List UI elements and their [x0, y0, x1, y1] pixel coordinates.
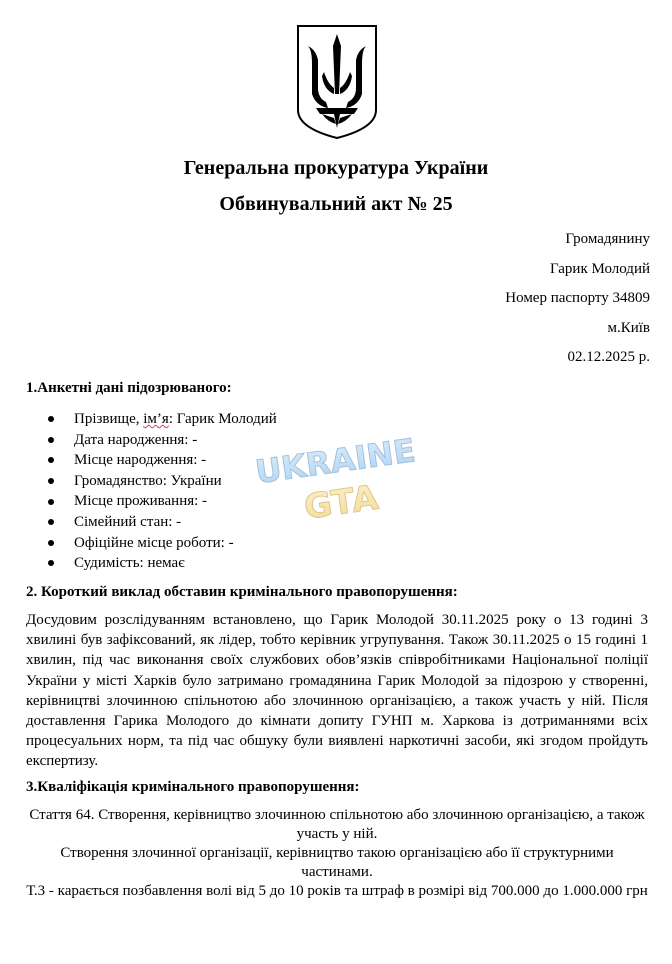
- list-item-text: Громадянство: України: [74, 472, 222, 489]
- list-item-text: Місце проживання: -: [74, 493, 208, 510]
- tryzub-emblem-icon: [294, 24, 380, 140]
- list-item: [48, 533, 277, 554]
- list-item-text: Судимість: немає: [74, 555, 185, 572]
- ukraine-gta-watermark-logo: [238, 430, 438, 530]
- qualification-block: [26, 806, 648, 901]
- bullet-icon: [48, 540, 54, 546]
- bullet-icon: [48, 499, 54, 505]
- list-item-text: Офіційне місце роботи: -: [74, 534, 234, 551]
- list-item-text: Дата народження: -: [74, 431, 198, 448]
- list-item-text: Місце народження: -: [74, 452, 207, 469]
- svg-text:GTA: GTA: [301, 477, 381, 528]
- bullet-icon: [48, 416, 54, 422]
- bullet-icon: [48, 560, 54, 566]
- svg-text:UKRAINE: UKRAINE: [253, 431, 418, 492]
- document-title: Обвинувальний акт № 25: [219, 193, 453, 215]
- list-item-text: Сімейний стан: -: [74, 513, 182, 530]
- list-item: [48, 409, 277, 430]
- article-text: Стаття 64. Створення, керівництво злочинною спільнотою або злочинною організацією, а також участь у ній.: [29, 807, 645, 842]
- addressee-name: Гарик Молодий: [549, 260, 650, 277]
- document-date: 02.12.2025 р.: [567, 349, 650, 365]
- organization-title: Генеральна прокуратура України: [183, 157, 489, 179]
- spellcheck-word: ім’я: [143, 411, 169, 427]
- bullet-icon: [48, 519, 54, 525]
- city: м.Київ: [607, 319, 650, 336]
- circumstances-paragraph: Досудовим розслідуванням встановлено, що Гарик Молодой 30.11.2025 року о 13 годині 3 хвилині був зафіксований, як лідер, тобто керівник угрупування. Також 30.11.2025 о 15 годині 1 хвилин, під час виконання своїх службових обов’язків співробітниками Національної поліції України у місті Харків було затримано громадянина Гарик Молодой за підозрою у створенні, керівництві злочинною спільнотою або злочинною організацією, а також участь у ній. Після доставлення Гарика Молодого до кімнати допиту ГУНП м. Харкова із дотриманнями всіх процесуальних норм, та під час обшуку були виявлені наркотичні засоби, які згодом пройдуть експертизу.: [26, 612, 648, 770]
- addressee-line: Громадянину: [565, 231, 650, 247]
- bullet-icon: [48, 437, 54, 443]
- list-item-text: Прізвище, ім’я: Гарик Молодий: [74, 411, 277, 427]
- addressee-block: [505, 228, 650, 376]
- list-item: [48, 553, 277, 574]
- bullet-icon: [48, 478, 54, 484]
- passport-number: Номер паспорту 34809: [505, 290, 650, 306]
- bullet-icon: [48, 457, 54, 463]
- penalty-text: Т.3 - карається позбавлення волі від 5 до 10 років та штраф в розмірі від 700.000 до 1.000.000 грн: [26, 883, 648, 899]
- section3-heading: 3.Кваліфікація кримінального правопорушення:: [26, 779, 360, 795]
- article-description: Створення злочинної організації, керівництво такою організацією або її структурними частинами.: [60, 845, 614, 880]
- section1-heading: 1.Анкетні дані підозрюваного:: [26, 380, 232, 396]
- section2-heading: 2. Короткий виклад обставин кримінального правопорушення:: [26, 584, 458, 600]
